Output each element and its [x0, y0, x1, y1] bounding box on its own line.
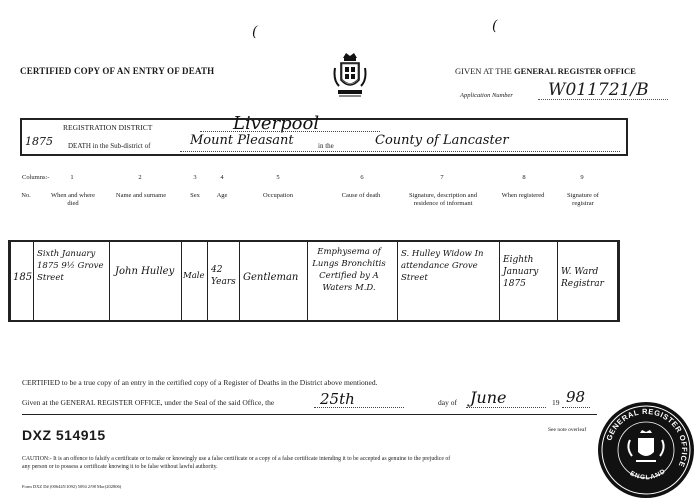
year-dotted-line	[562, 407, 590, 408]
column-number: 1	[70, 174, 74, 181]
header-age: Age	[216, 192, 228, 199]
application-number-value: W011721/B	[548, 80, 649, 100]
given-at-office: GIVEN AT THE GENERAL REGISTER OFFICE	[455, 66, 636, 76]
day-dotted-line	[314, 407, 404, 408]
column-divider	[557, 242, 558, 320]
entry-number: 185	[13, 272, 33, 283]
certified-year: 98	[566, 388, 586, 406]
header-registered: When registered	[501, 192, 545, 199]
entry-cause: Emphysema of Lungs Bronchitis Certified by A Waters M.D.	[312, 247, 386, 293]
column-number: 5	[276, 174, 280, 181]
entry-name: John Hulley	[115, 266, 175, 277]
day-of-label: day of	[438, 398, 457, 407]
header-registrar: Signature of registrar	[567, 192, 599, 207]
registration-district-label: REGISTRATION DISTRICT	[63, 123, 153, 132]
entry-informant: S. Hulley Widow In attendance Grove Street	[401, 249, 484, 283]
application-number-label: Application Number	[460, 92, 513, 99]
separator-line	[22, 414, 597, 415]
header-name: Name and surname	[115, 192, 167, 199]
general-register-office-seal	[598, 402, 694, 498]
column-divider	[499, 242, 500, 320]
certificate-title: CERTIFIED COPY OF AN ENTRY OF DEATH	[20, 66, 215, 76]
column-divider	[207, 242, 208, 320]
column-number: 9	[580, 174, 584, 181]
death-subdistrict-label: DEATH in the Sub-district of	[68, 142, 151, 150]
column-divider	[109, 242, 110, 320]
entry-age: 42 Years	[211, 265, 236, 287]
seal-country-text: ENGLAND	[628, 467, 668, 482]
column-number: 3	[193, 174, 197, 181]
column-number: 4	[220, 174, 224, 181]
svg-text:ENGLAND	[629, 468, 668, 482]
see-note-overleaf: See note overleaf	[548, 427, 587, 433]
columns-label: Columns:-	[22, 174, 50, 181]
entry-occupation: Gentleman	[243, 272, 299, 283]
pen-tick-mark: (	[252, 24, 258, 40]
death-entry-row	[8, 240, 620, 322]
form-reference: Form DXZ D# (006445/1092) 5094 2/98 Mor(202806)	[22, 484, 122, 489]
column-number: 6	[360, 174, 364, 181]
subdistrict-dotted-line	[180, 151, 620, 152]
certified-month: June	[470, 388, 507, 407]
entry-registrar: W. Ward Registrar	[561, 267, 604, 289]
county-value: County of Lancaster	[375, 133, 509, 148]
subdistrict-value: Mount Pleasant	[190, 133, 294, 148]
seal-emblem-icon	[598, 402, 694, 498]
header-occupation: Occupation	[263, 192, 293, 199]
registration-year: 1875	[25, 135, 53, 148]
year-prefix: 19	[552, 398, 560, 407]
header-no: No.	[21, 192, 31, 199]
registration-district-value: Liverpool	[233, 113, 320, 134]
column-number: 2	[138, 174, 142, 181]
seal-ring-text: GENERAL REGISTER OFFICE	[604, 406, 690, 469]
given-at-statement: Given at the GENERAL REGISTER OFFICE, under the Seal of the said Office, the	[22, 398, 275, 407]
column-divider	[33, 242, 34, 320]
header-informant: Signature, description and residence of informant	[408, 192, 478, 207]
pen-tick-mark: (	[492, 18, 498, 34]
column-divider	[181, 242, 182, 320]
column-number: 7	[440, 174, 444, 181]
entry-registered: Eighth January 1875	[503, 255, 539, 289]
district-dotted-line	[200, 131, 380, 132]
column-number: 8	[522, 174, 526, 181]
column-divider	[239, 242, 240, 320]
entry-sex: Male	[183, 271, 205, 281]
certificate-serial-number: DXZ 514915	[22, 427, 106, 443]
caution-notice: CAUTION:- It is an offence to falsify a certificate or to make or knowingly use a false certificate or a copy of a false certificate intending it to be accepted as genuine to the prejudice of any person or to possess a certificate knowing it to be false without lawful authority.	[22, 456, 451, 470]
certified-day: 25th	[320, 390, 355, 408]
column-divider	[397, 242, 398, 320]
header-when-where: When and where died	[50, 192, 96, 207]
header-sex: Sex	[190, 192, 200, 199]
application-number-line	[538, 99, 668, 100]
royal-crest-icon	[333, 50, 367, 102]
month-dotted-line	[466, 407, 546, 408]
certified-statement: CERTIFIED to be a true copy of an entry in the certified copy of a Register of Deaths in the District above mentioned.	[22, 378, 378, 387]
header-cause: Cause of death	[341, 192, 381, 199]
entry-when-where: Sixth January 1875 9½ Grove Street	[37, 249, 104, 283]
in-the-label: in the	[318, 142, 334, 150]
